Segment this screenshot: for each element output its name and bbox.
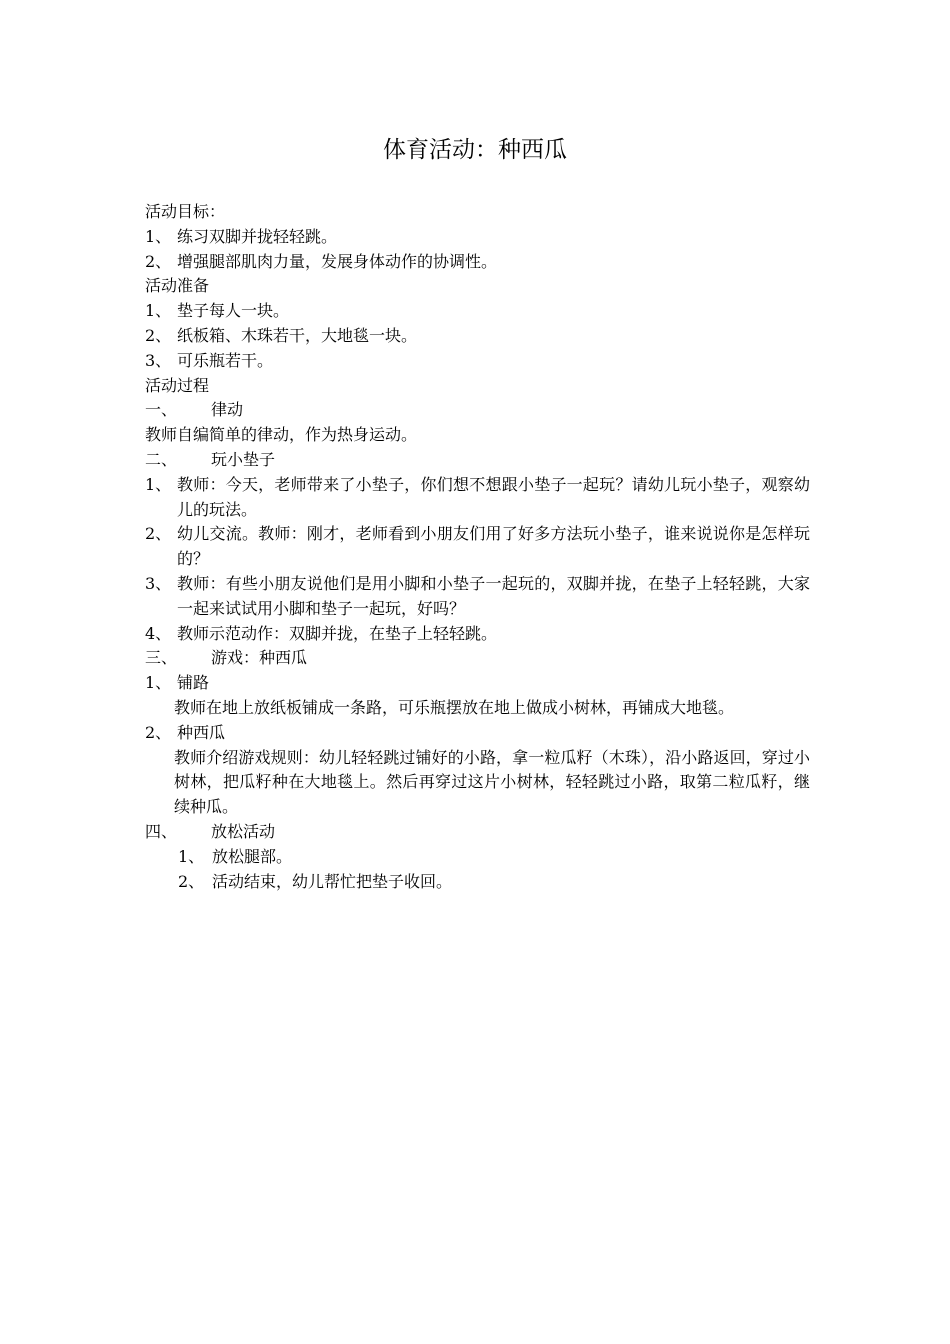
step-item: 4、 教师示范动作：双脚并拢，在垫子上轻轻跳。 (145, 623, 498, 643)
section-heading: 一、 律动 (145, 400, 244, 420)
prep-item: 2、 纸板箱、木珠若干，大地毯一块。 (145, 325, 418, 345)
document-title: 体育活动：种西瓜 (383, 137, 567, 163)
prep-heading: 活动准备 (145, 276, 210, 296)
section-heading: 四、 放松活动 (145, 821, 276, 841)
prep-item: 3、 可乐瓶若干。 (145, 350, 274, 370)
step-item: 2、 幼儿交流。教师：刚才，老师看到小朋友们用了好多方法玩小垫子，谁来说说你是怎样玩的？ (145, 524, 810, 569)
step-item: 2、 活动结束，幼儿帮忙把垫子收回。 (178, 871, 453, 891)
step-item: 1、 教师：今天，老师带来了小垫子，你们想不想跟小垫子一起玩？请幼儿玩小垫子，观察幼儿的玩法。 (145, 474, 810, 519)
step-item: 1、 铺路 (145, 673, 210, 693)
document-body (145, 200, 810, 894)
section-heading: 三、 游戏：种西瓜 (145, 648, 308, 668)
step-item: 2、 种西瓜 (145, 722, 226, 742)
step-item: 1、 放松腿部。 (178, 846, 293, 866)
process-heading: 活动过程 (145, 375, 210, 395)
section-body: 教师自编简单的律动，作为热身运动。 (145, 425, 418, 445)
goal-item: 2、 增强腿部肌肉力量，发展身体动作的协调性。 (145, 251, 498, 271)
step-item: 3、 教师：有些小朋友说他们是用小脚和小垫子一起玩的，双脚并拢，在垫子上轻轻跳，大家一起来试试用小脚和垫子一起玩，好吗？ (145, 573, 810, 618)
section-heading: 二、 玩小垫子 (145, 449, 276, 469)
step-body: 教师介绍游戏规则：幼儿轻轻跳过铺好的小路，拿一粒瓜籽（木珠），沿小路返回，穿过小树林，把瓜籽种在大地毯上。然后再穿过这片小树林，轻轻跳过小路，取第二粒瓜籽，继续种瓜。 (174, 747, 810, 817)
goals-heading: 活动目标： (145, 202, 226, 221)
step-body: 教师在地上放纸板铺成一条路，可乐瓶摆放在地上做成小树林，再铺成大地毯。 (174, 697, 735, 717)
goal-item: 1、 练习双脚并拢轻轻跳。 (145, 226, 338, 246)
prep-item: 1、 垫子每人一块。 (145, 301, 290, 321)
